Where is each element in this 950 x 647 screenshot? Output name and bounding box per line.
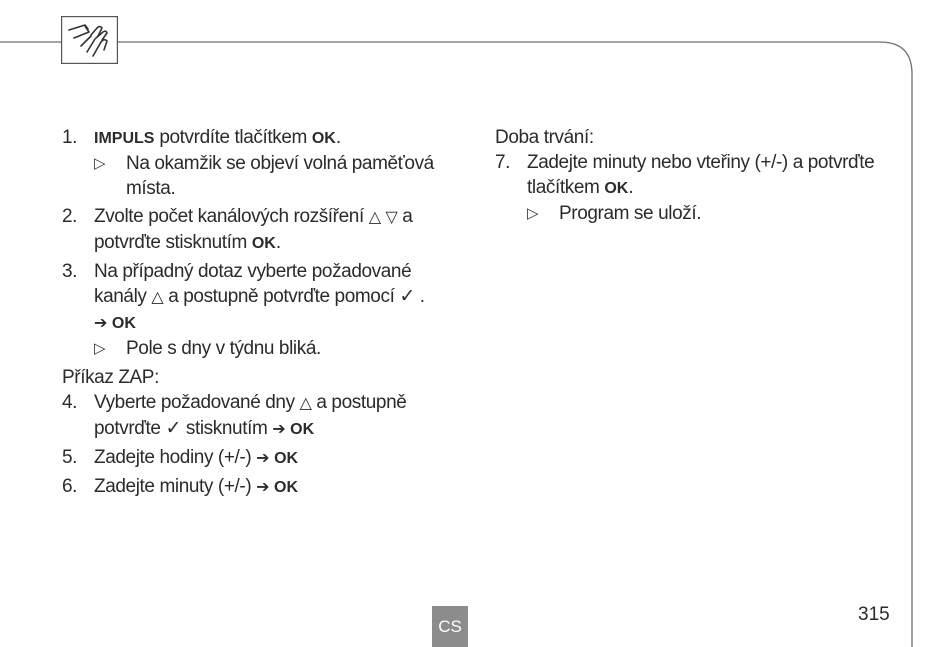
- step-text: .: [414, 286, 425, 307]
- step-text: Vyberte požadované dny: [94, 392, 300, 413]
- step-text: Na případný dotaz vyberte požadované kanály: [94, 261, 412, 307]
- step-number: 4.: [62, 392, 78, 413]
- step-3-action: [62, 310, 452, 336]
- step-number: 3.: [62, 261, 78, 282]
- result-text: Program se uloží.: [559, 203, 702, 224]
- ok-label: OK: [604, 180, 629, 197]
- step-3-result: [62, 336, 452, 361]
- result-triangle-icon: ▷: [94, 340, 106, 357]
- step-number: 7.: [495, 152, 511, 173]
- result-triangle-icon: ▷: [94, 155, 106, 172]
- step-text: .: [628, 177, 634, 198]
- arrow-right-icon: ➔: [256, 479, 270, 496]
- step-7: [495, 150, 895, 201]
- step-text: Zadejte hodiny (+/-): [94, 447, 257, 468]
- section-heading: Doba trvání:: [495, 127, 594, 148]
- step-text: Zvolte počet kanálových rozšíření: [94, 206, 369, 227]
- ok-label: OK: [290, 421, 315, 438]
- step-number: 6.: [62, 476, 78, 497]
- step-text: .: [275, 232, 281, 253]
- ok-label: OK: [251, 235, 276, 252]
- step-number: 5.: [62, 447, 78, 468]
- ok-label: OK: [274, 450, 299, 467]
- step-text: Zadejte minuty nebo vteřiny (+/-) a potvrďte tlačítkem: [527, 152, 875, 198]
- step-number: 2.: [62, 206, 78, 227]
- result-text: Na okamžik se objeví volná paměťová místa.: [126, 153, 434, 199]
- check-icon: ✓: [399, 286, 415, 307]
- step-3: [62, 259, 452, 310]
- left-column: [62, 125, 452, 500]
- step-4: [62, 390, 452, 442]
- step-text: stisknutím: [180, 418, 273, 439]
- step-6: [62, 474, 452, 500]
- step-1-result: [62, 151, 452, 201]
- step-7-result: [495, 201, 895, 226]
- page-number: 315: [858, 604, 890, 625]
- arrow-right-icon: ➔: [94, 315, 108, 332]
- step-text: a postupně potvrďte pomocí: [163, 286, 400, 307]
- result-text: Pole s dny v týdnu bliká.: [126, 338, 321, 359]
- ok-label: OK: [274, 479, 299, 496]
- step-text: a potvrďte stisknutím: [94, 206, 413, 253]
- check-icon: ✓: [165, 418, 181, 439]
- ok-label: OK: [111, 315, 136, 332]
- impuls-label: IMPULS: [94, 130, 155, 147]
- arrow-right-icon: ➔: [256, 450, 270, 467]
- arrow-up-icon: △: [299, 395, 312, 412]
- hand-pointer-icon: [61, 16, 118, 64]
- step-5: [62, 445, 452, 471]
- right-column: [495, 125, 895, 226]
- step-1: [62, 125, 452, 151]
- arrow-down-icon: ▽: [385, 209, 398, 226]
- step-number: 1.: [62, 127, 78, 148]
- result-triangle-icon: ▷: [527, 205, 539, 222]
- step-text: potvrdíte tlačítkem: [154, 127, 312, 148]
- arrow-up-icon: △: [368, 209, 381, 226]
- step-text: Zadejte minuty (+/-): [94, 476, 257, 497]
- step-text: .: [335, 127, 341, 148]
- arrow-right-icon: ➔: [272, 421, 286, 438]
- section-heading: Příkaz ZAP:: [62, 367, 159, 388]
- step-2: [62, 204, 452, 256]
- step-text: a postupně potvrďte: [94, 392, 407, 439]
- ok-label: OK: [311, 130, 336, 147]
- language-badge: CS: [432, 606, 468, 647]
- arrow-up-icon: △: [151, 289, 164, 306]
